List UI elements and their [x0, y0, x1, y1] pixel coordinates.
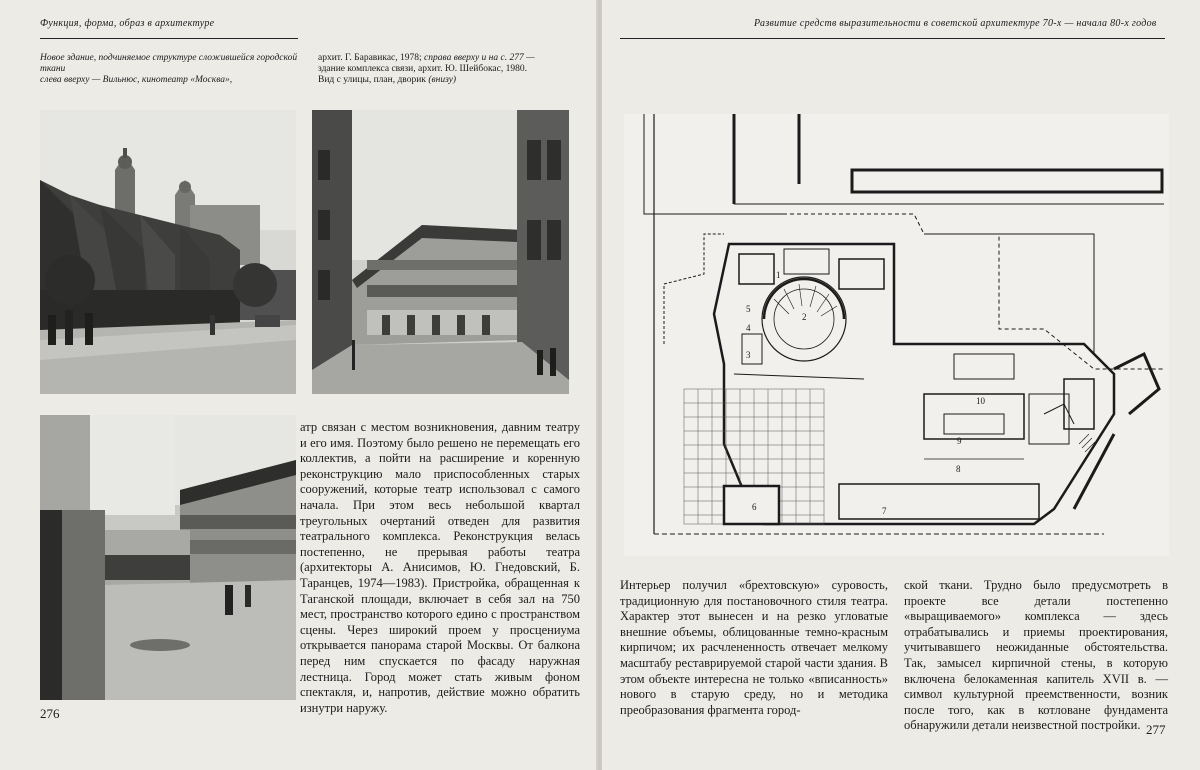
- caption-views: Вид с улицы, план, дворик: [318, 75, 426, 85]
- plan-label-1: 1: [776, 270, 781, 280]
- caption-ref: справа вверху и на с. 277 —: [424, 53, 535, 63]
- article-text-right-col1: Интерьер получил «брехтовскую» суровость, традиционную для постановочного стиля театра. Характер этот вынесен и на резко угловатые внешние объемы, облицованные темно-красным кирпичом; их расчлененность отвечает мелкому масштабу реставрируемой старой части здания. В этом объекте интересна не только «вписанность» нового в старую среду, но и методика преобразования фрагмента город-: [620, 578, 888, 717]
- running-head-right: Развитие средств выразительности в советской архитектуре 70-х — начала 80-х годов: [754, 18, 1157, 29]
- caption-architect: архит. Г. Баравикас, 1978;: [318, 53, 422, 63]
- photo-communications-street: [312, 110, 569, 394]
- plan-label-6: 6: [752, 502, 757, 512]
- plan-label-10: 10: [976, 396, 985, 406]
- page-number-left: 276: [40, 706, 60, 721]
- plan-label-9: 9: [957, 436, 962, 446]
- photo-caption-right: [318, 53, 580, 86]
- plan-label-8: 8: [956, 464, 961, 474]
- caption-building: здание комплекса связи, архит. Ю. Шейбокас, 1980.: [318, 64, 527, 74]
- caption-line2: слева вверху — Вильнюс, кинотеатр «Москва»,: [40, 75, 233, 85]
- caption-title: Новое здание, подчиняемое структуре сложившейся городской ткани: [40, 53, 298, 74]
- running-head-left: Функция, форма, образ в архитектуре: [40, 18, 215, 29]
- right-page: [602, 0, 1200, 770]
- article-text-left: атр связан с местом возникновения, давним театру и его имя. Поэтому было решено не перемещать его коллектив, а пойти на расширение и коренную реконструкцию мало приспособленных старых сооружений, которые театр использовал с самого начала. При этом весь небольшой квартал треугольных очертаний отведен для развития театрального комплекса. Реконструкция велась постепенно, не прерывая работы театра (архитекторы А. Анисимов, Ю. Гнедовский, Б. Таранцев, 1974—1983). Пристройка, обращенная к Таганской площади, включает в себя зал на 750 мест, пространство которого едино с пространством сцены. Через широкий проем у просцениума открывается панорама старой Москвы. От балкона перед ним спускается по фасаду наружная лестница. Город может стать живым фоном спектакля, и, напротив, действие можно обратить изнутри наружу.: [300, 420, 580, 715]
- photo-cinema-moskva: [40, 110, 296, 394]
- running-head-rule-right: [620, 38, 1165, 39]
- running-head-rule-left: [40, 38, 298, 39]
- left-page: [0, 0, 598, 770]
- article-text-right-col2: ской ткани. Трудно было предусмотреть в проекте все детали постепенно «выращиваемого» комплекса — здесь отрабатывались и приемы проектирования, учитывавшего неожиданные обстоятельства. Так, замысел кирпичной стены, в которую включена белокаменная капитель XVII в. — символ культурной преемственности, возник после того, как в котловане фундамента обнаружили детали неизвестной постройки.: [904, 578, 1168, 733]
- plan-label-5: 5: [746, 304, 751, 314]
- plan-label-7: 7: [882, 506, 887, 516]
- photo-courtyard: [40, 415, 296, 700]
- page-number-right: 277: [1146, 722, 1166, 737]
- site-plan: [624, 114, 1169, 556]
- caption-bottom: (внизу): [428, 75, 457, 85]
- plan-label-2: 2: [802, 312, 807, 322]
- photo-caption-left: [40, 53, 300, 86]
- plan-label-4: 4: [746, 323, 751, 333]
- plan-label-3: 3: [746, 350, 751, 360]
